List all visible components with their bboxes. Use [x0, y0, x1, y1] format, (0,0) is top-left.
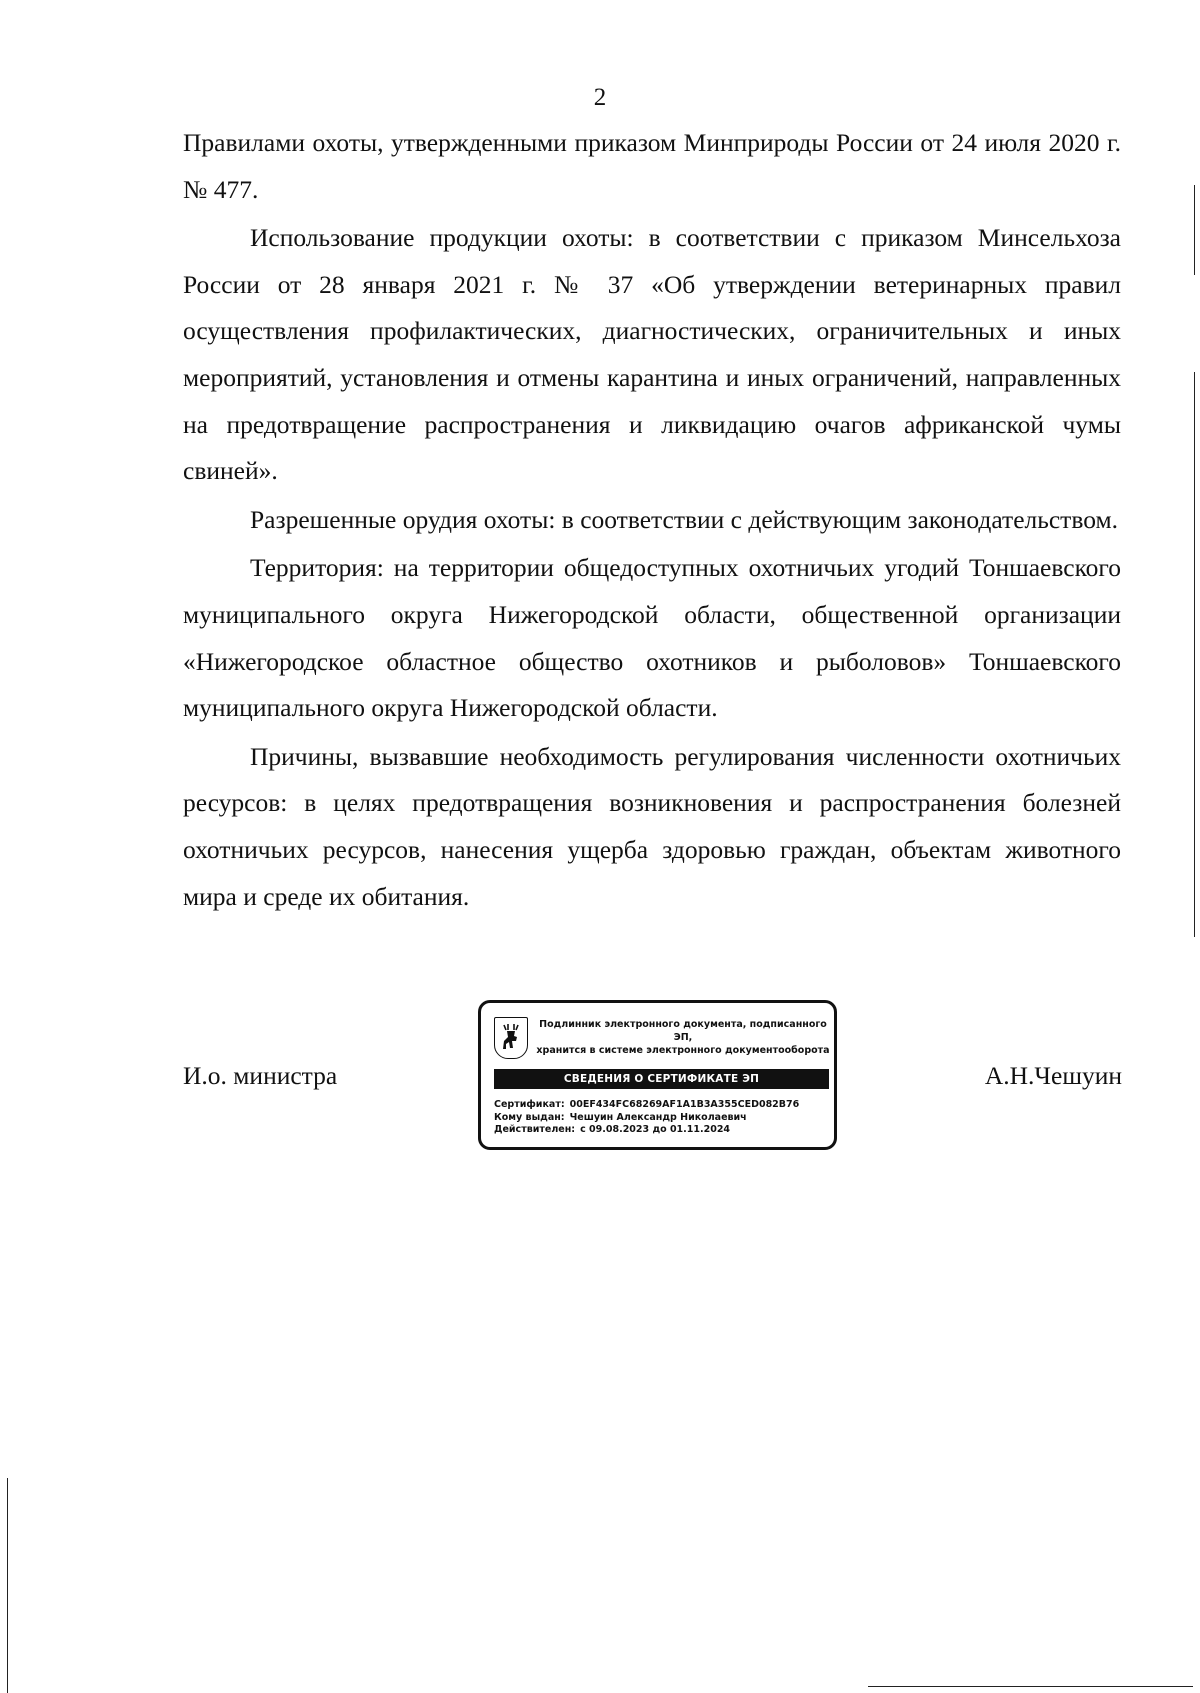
- issued-to-value: Чешуин Александр Николаевич: [569, 1111, 747, 1123]
- document-body: [183, 120, 1121, 920]
- paragraph-hunting-tools: Разрешенные орудия охоты: в соответствии с действующим законодательством.: [250, 504, 1118, 534]
- stamp-valid-row: [494, 1124, 834, 1137]
- stamp-note: [533, 1018, 833, 1057]
- page-number: 2: [593, 84, 607, 111]
- stamp-note-line1: Подлинник электронного документа, подписанного ЭП,: [539, 1019, 827, 1043]
- stamp-note-line2: хранится в системе электронного документооборота: [536, 1045, 830, 1056]
- stamp-certificate-row: [494, 1099, 834, 1112]
- certificate-label: Сертификат:: [494, 1099, 565, 1110]
- valid-value: с 09.08.2023 до 01.11.2024: [580, 1124, 731, 1135]
- scan-margin-line-left-bottom: [7, 1478, 8, 1693]
- certificate-value: 00EF434FC68269AF1A1B3A355CED082B76: [569, 1099, 800, 1110]
- paragraph-territory: Территория: на территории общедоступных охотничьих угодий Тоншаевского муниципального округа Нижегородской области, общественной организации «Нижегородское областное общество охотников и рыболовов» Тоншаевского муниципального округа Нижегородской области.: [183, 553, 1121, 723]
- scan-margin-line-right-top: [1194, 185, 1195, 275]
- issued-to-label: Кому выдан:: [494, 1111, 565, 1123]
- scan-margin-line-bottom-right: [868, 1686, 1193, 1687]
- stamp-details: [494, 1099, 834, 1137]
- paragraph-hunting-rules: Правилами охоты, утвержденными приказом Минприроды России от 24 июля 2020 г. № 477.: [183, 128, 1121, 204]
- deer-emblem-icon: [494, 1017, 528, 1059]
- stamp-header: СВЕДЕНИЯ О СЕРТИФИКАТЕ ЭП: [494, 1069, 829, 1089]
- valid-label: Действителен:: [494, 1124, 576, 1135]
- scan-margin-line-right-mid: [1194, 372, 1195, 937]
- electronic-signature-stamp: [478, 1000, 837, 1150]
- stamp-issued-row: [494, 1112, 834, 1125]
- signatory-name: А.Н.Чешуин: [984, 1061, 1122, 1090]
- paragraph-product-usage: Использование продукции охоты: в соответствии с приказом Минсельхоза России от 28 января 2021 г. № 37 «Об утверждении ветеринарных правил осуществления профилактических, диагностических, ограничительных и иных мероприятий, установления и отмены карантина и иных ограничений, направленных на предотвращение распространения и ликвидацию очагов африканской чумы свиней».: [183, 223, 1121, 486]
- signatory-position: И.о. министра: [183, 1061, 338, 1090]
- paragraph-reasons: Причины, вызвавшие необходимость регулирования численности охотничьих ресурсов: в целях предотвращения возникновения и распространения болезней охотничьих ресурсов, нанесения ущерба здоровью граждан, объектам животного мира и среде их обитания.: [183, 741, 1121, 911]
